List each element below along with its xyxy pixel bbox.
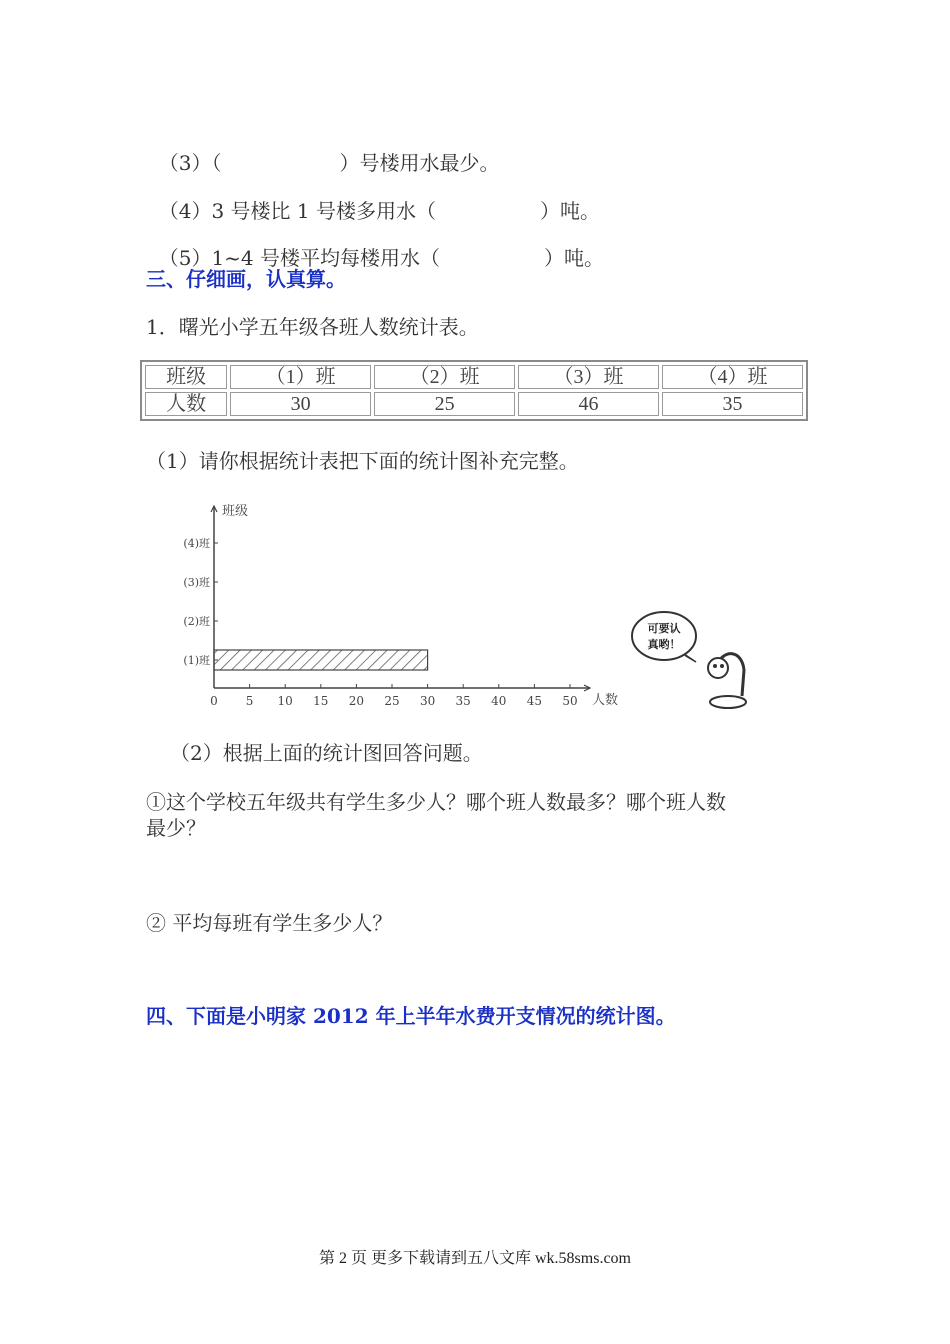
table-row (145, 392, 803, 416)
question-3-suffix: ）号楼用水最少。 (339, 151, 500, 175)
question-3 (146, 124, 499, 176)
x-tick-label: 25 (384, 694, 400, 708)
x-axis-label: 人数 (592, 693, 619, 708)
table-row (145, 365, 803, 389)
x-tick-label: 35 (455, 694, 471, 708)
table-cell: 25 (374, 392, 515, 416)
category-label: (3)班 (183, 576, 210, 589)
x-tick-label: 20 (348, 694, 365, 708)
question-5-prefix: （5）1~4 号楼平均每楼用水（ (158, 246, 441, 270)
table-cell: （3）班 (518, 365, 659, 389)
question-4-suffix: ）吨。 (539, 199, 600, 223)
category-label: (1)班 (183, 654, 210, 667)
lamp-head-icon (708, 658, 728, 678)
table-cell: 35 (662, 392, 803, 416)
table-cell: 班级 (145, 365, 227, 389)
speech-bubble (632, 612, 696, 660)
question-5-suffix: ）吨。 (544, 246, 605, 270)
bar-class-1 (214, 650, 428, 670)
table-cell: 人数 (145, 392, 227, 416)
x-tick-label: 50 (562, 694, 578, 708)
lamp-base-icon (710, 696, 746, 708)
table-cell: 30 (230, 392, 371, 416)
x-tick-label: 45 (526, 694, 543, 708)
question-4 (146, 172, 600, 224)
y-axis-label: 班级 (222, 504, 249, 519)
x-tick-label: 5 (245, 694, 254, 708)
section-3-heading: 三、仔细画，认真算。 (146, 267, 346, 291)
bar-chart (160, 492, 630, 728)
question-4-prefix: （4）3 号楼比 1 号楼多用水（ (158, 199, 436, 223)
question-2: （2）根据上面的统计图回答问题。 (170, 741, 483, 765)
class-stats-table (140, 360, 808, 421)
sub-question-2: ② 平均每班有学生多少人？ (146, 911, 393, 935)
question-5 (146, 219, 604, 271)
x-tick-label: 30 (419, 694, 436, 708)
section-4-heading: 四、下面是小明家 2012 年上半年水费开支情况的统计图。 (146, 1004, 676, 1028)
sub-question-1-line-2: 最少？ (146, 816, 206, 840)
sub-question-1-line-1: ①这个学校五年级共有学生多少人？哪个班人数最多？哪个班人数 (146, 790, 726, 814)
speech-bubble-line-2: 真哟！ (647, 638, 681, 651)
speech-bubble-tail (684, 654, 696, 662)
question-3-prefix: （3）（ (158, 151, 222, 175)
table-cell: 46 (518, 392, 659, 416)
item-1-title: 1．曙光小学五年级各班人数统计表。 (146, 315, 479, 339)
speech-bubble-line-1: 可要认 (647, 622, 681, 635)
table-cell: （2）班 (374, 365, 515, 389)
bar-chart-svg (160, 492, 630, 724)
x-tick-label: 10 (277, 694, 293, 708)
x-tick-label: 40 (491, 694, 507, 708)
table-cell: （4）班 (662, 365, 803, 389)
x-tick-label: 15 (313, 694, 329, 708)
lamp-illustration (624, 604, 754, 714)
page-footer: 第 2 页 更多下载请到五八文库 wk.58sms.com (318, 1250, 631, 1267)
x-tick-label: 0 (210, 694, 218, 708)
table-cell: （1）班 (230, 365, 371, 389)
question-1: （1）请你根据统计表把下面的统计图补充完整。 (146, 449, 579, 473)
category-label: (4)班 (183, 537, 210, 550)
category-label: (2)班 (183, 615, 210, 628)
